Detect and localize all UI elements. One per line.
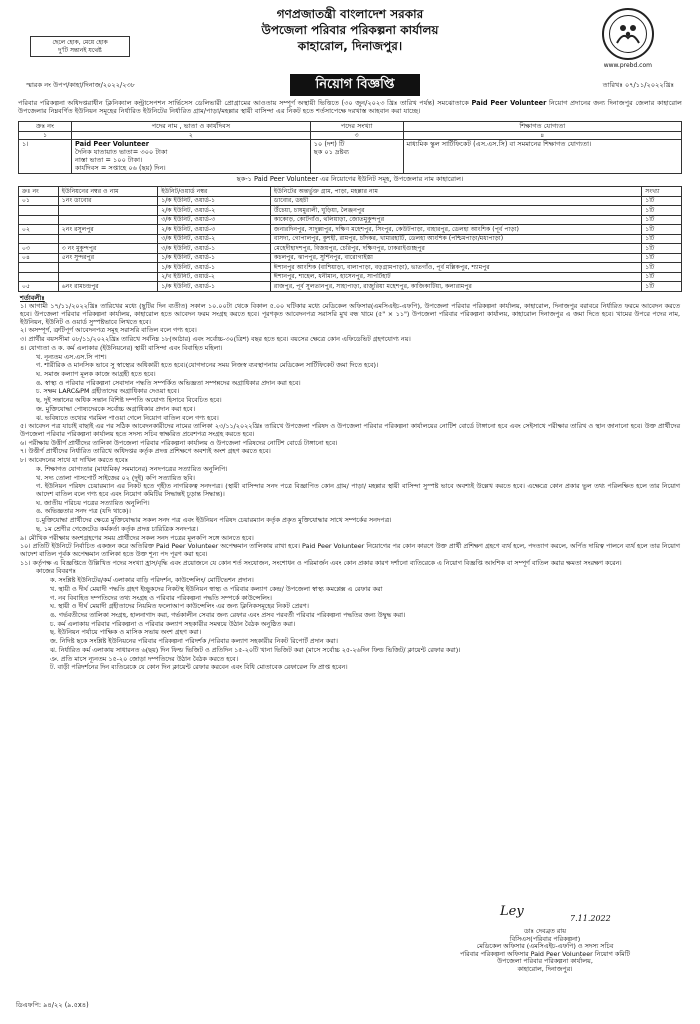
- unit-cell-villages: মেহেদীহাদশপুর, বিজয়পুর, চেরিপুর, দক্ষিণপুর, ঢাকরাইগুচ্ছপুর: [270, 244, 641, 254]
- unit-cell-villages: কচলপুর, ঝাপপুর, সুর্শিনপুর, বারোগাইস্তা: [270, 253, 641, 263]
- unit-row: [19, 253, 682, 263]
- unit-table: [18, 186, 682, 292]
- condition-item: ১০। প্রতিটি ইউনিটে নির্বাচিত একজন করে অতিরিক্ত Paid Peer Volunteer অপেক্ষমান তালিকায় রাখা হবে। Paid Peer Volunteer নিয়োগের পর কোন কারণে উক্ত প্রার্থী প্রশিক্ষণ গ্রহণে ব্যর্থ হলে, পদত্যাগ করলে, অর্পিত দায়িত্ব পালনে ব্যর্থ হলে তার নিয়োগ আদেশ বাতিল পূর্বক অপেক্ষমান তালিকা হতে উক্ত শূন্য পদ পূরণ করা হবে।: [20, 542, 680, 558]
- unit-cell-sl: ০২: [19, 225, 59, 235]
- unit-cell-count: ১টি: [642, 272, 682, 282]
- condition-item: ৩। প্রার্থীর বয়সসীমা ০৮/১১/২০২২খ্রিঃ তারিখে সর্বনিম্ন ১৮(আঠার) এবং সর্বোচ্চ-৩০(ত্রিশ) বছর হতে হবে। বয়সের ক্ষেত্রে কোন এফিডেভিট গ্রহণযোগ্য নয়।: [20, 335, 411, 344]
- document-subitem: গ. ইউনিয়ন পরিষদ চেয়ারম্যান এর নিকট হতে গৃহীত নাগরিকত্ব সনদপত্র। (স্থায়ী বাসিন্দার সনদ পত্রে বিজ্ঞাপিত কোন গ্রাম/ পাড়া/ মহল্লার স্থায়ী বাসিন্দা সুস্পষ্ট ভাবে অবশ্যই উল্লেখ করতে হবে। এক্ষেত্রে কোন প্রকার ভুল তথ্য পরিলক্ষিত হলে তার নিয়োগ আদেশ বাতিল বলে গণ্য হবে এবং নিয়োগ কমিটির সিদ্ধান্তই চূড়ান্ত সিদ্ধান্ত)।: [36, 482, 680, 498]
- post-table-colnum: ১: [19, 132, 72, 140]
- signature-script: Ley: [500, 904, 524, 919]
- qualification-subitem: ঙ. স্বাস্থ্য ও পরিবার পরিকল্পনা সেবাদান পদ্ধতি সম্পর্কিত অভিজ্ঞতা সম্পন্নদের অগ্রাধিকার প্রদান করা হবে।: [36, 378, 301, 387]
- signer-designation3: পরিবার পরিকল্পনা অফিসার Paid Peer Volunteer নিয়োগ কমিটি: [459, 949, 631, 958]
- unit-cell-villages: ঈশানপুর, শাহেল, ধনীমান, হাসেনপুর, সাপটিহাট: [270, 272, 641, 282]
- unit-cell-unit: ২/ক ইউনিট, ওয়ার্ড-৩: [158, 225, 271, 235]
- conditions-title: শর্তাবলীঃ: [20, 293, 45, 302]
- qualification-subitem: ছ. দুই সন্তানের অধিক সন্তান বিশিষ্ট দম্পতি অযোগ্য হিসাবে বিবেচিত হবে।: [36, 396, 222, 405]
- unit-cell-union: ৫নং সুন্দরপুর: [58, 253, 157, 263]
- unit-cell-unit: ৩/ক ইউনিট, ওয়ার্ড-১: [158, 244, 271, 254]
- qualification-subitem-list: [20, 354, 680, 423]
- unit-cell-villages: ডাবোর, ডহচী: [270, 196, 641, 206]
- post-table: [18, 121, 682, 175]
- qualification-subitem: খ. নূন্যতম এস.এস.সি পাশ।: [36, 352, 107, 361]
- unit-cell-union: ২নং রসুলপুর: [58, 225, 157, 235]
- unit-cell-sl: [19, 234, 59, 244]
- duties-title: কাজের বিবরণঃ: [36, 567, 76, 576]
- post-table-header: পদের নাম , ভাতা ও কার্যদিবস: [72, 121, 311, 132]
- unit-cell-villages: উঁচেয়া, চাষমুরালী, ঘুড়িয়া, লৈঞ্জনপুর: [270, 206, 641, 216]
- intro-text-b: নিয়োগ প্রদানের জন্য দিনাজপুর জেলার কাহারোল উপজেলার নিম্নবর্ণিত ইউনিয়ন সমূহের নির্ধারিত ইউনিটের নির্ধারিত গ্রাম/পাড়া/মহল্লার স্থায়ী বাসিন্দা এর নিকট হতে শর্তসাপেক্ষে দরখাস্ত আহবান করা যাচ্ছে।: [18, 99, 682, 115]
- signer-name: ডাঃ দেবব্রত রায়: [523, 927, 566, 935]
- condition-item: ৮। আবেদনের সাথে যা দাখিল করতে হবেঃ: [20, 456, 129, 465]
- condition-item: ৯। মৌখিক পরীক্ষায় অংশগ্রহণের সময় প্রার্থীদের সকল সনদ পত্রের মূলকপি সঙ্গে আনতে হবে।: [20, 533, 254, 542]
- unit-table-header: ইউনিটের অন্তর্ভুক্ত গ্রাম, পাড়া, মহল্লার নাম: [270, 187, 641, 197]
- post-table-colnum: ৩: [310, 132, 403, 140]
- signer-designation1: বিসিএস(পরিবার পরিকল্পনা): [509, 934, 581, 943]
- unit-cell-count: ১টি: [642, 244, 682, 254]
- condition-item: ৭। উত্তীর্ণ প্রার্থীদের নির্ধারিত তারিখে অধিদপ্তর কর্তৃক প্রদত্ত প্রশিক্ষণে অবশ্যই অংশ গ্রহণ করতে হবে।: [20, 447, 271, 456]
- unit-cell-sl: ০৪: [19, 253, 59, 263]
- footer-code: ডিএফপি: ৯৪/২২ (৯.৫x৪): [16, 1001, 89, 1009]
- post-name: Paid Peer Volunteer: [75, 140, 150, 149]
- document-subitem-list: [20, 466, 680, 534]
- unit-cell-union: [58, 272, 157, 282]
- document-subitem: ছ. ১ম শ্রেণীর গেজেটেড কর্মকর্তা কর্তৃক প্রদত্ত চারিত্রিক সনদপত্র।: [36, 524, 199, 533]
- unit-row: [19, 225, 682, 235]
- unit-table-header: ক্রঃ নং: [19, 187, 59, 197]
- header-line2: উপজেলা পরিবার পরিকল্পনা কার্যালয়: [261, 23, 439, 38]
- post-count-extra: ছক ০১ দ্রষ্টব্য: [313, 148, 349, 157]
- qualification-subitem: ঘ. সমাজ কল্যাণ মূলক কাজে আগ্রহী হতে হবে।: [36, 369, 156, 378]
- duty-item: ঞ. প্রতি মাসে ন্যূনতম ১৫-২০ জোড়া দম্পতিদের উঠান বৈঠক করতে হবে।: [50, 654, 239, 663]
- qualification-subitem: গ. শারীরিক ও মানসিক ভাবে সু স্বাস্থ্যের অধিকারী হতে হবে।(যোগদানের সময় নিজস্ব ব্যবস্থাপনায় মেডিকেল সার্টিফিকেট জমা দিতে হবে)।: [36, 361, 379, 370]
- condition-item: ৪। যোগ্যতা ও ক. কর্ম এলাকার (ইউনিয়নের) স্থায়ী বাসিন্দা এবং বিবাহিত মহিলা।: [20, 343, 223, 352]
- document-subitem: খ. সদ্য তোলা পাসপোর্ট সাইজের ০২ (দুই) কপি সত্যায়িত ছবি।: [36, 473, 195, 482]
- unit-cell-union: [58, 215, 157, 225]
- unit-cell-sl: [19, 263, 59, 273]
- post-table-colnum: ৪: [403, 132, 681, 140]
- unit-cell-villages: কাকোড়, কোটগাঁও, থলিয়াড়া, জোতমুকুন্দপুর: [270, 215, 641, 225]
- duty-item: জ. নিদিষ্ট ছকে সংশ্লিষ্ট ইউনিয়নের পরিবার পরিকল্পনা পরিদর্শক /পরিবার কল্যাণ সহকারীর নিকট রিপোর্ট প্রদান করা।: [50, 637, 338, 646]
- unit-cell-villages: জনারদিনপুর, সাদুল্লাপুর, দক্ষিণ মহেশপুর, সিংপুর, কেউটপাড়া, বাহারপুর, ডেলহা আংশিক (পূর্ব পাড়া): [270, 225, 641, 235]
- signer-office: উপজেলা পরিবার পরিকল্পনা কার্যালয়,: [497, 957, 593, 966]
- duty-item-list: [20, 577, 680, 672]
- post-sl: ১।: [19, 140, 72, 174]
- slogan-line2: দু'টি সন্তানই যথেষ্ট: [58, 46, 102, 54]
- duty-item: খ. স্থায়ী ও দীর্ঘ মেয়াদী পদ্ধতি গ্রহণ ইচ্ছুকদের নিকটস্থ ইউনিয়ন স্বাস্থ্য ও পরিবার কল্যাণ কেন্দ্র/ উপজেলা স্বাস্থ্য কমপ্লেক্স এ রেফার করা: [50, 584, 383, 593]
- signature: [430, 902, 660, 928]
- unit-cell-unit: ৩/ক ইউনিট, ওয়ার্ড-২: [158, 234, 271, 244]
- unit-cell-unit: ২/ক ইউনিট, ওয়ার্ড-২: [158, 206, 271, 216]
- unit-cell-sl: ০১: [19, 196, 59, 206]
- condition-item-list: [20, 535, 680, 568]
- condition-item-list: [20, 423, 680, 464]
- header: [10, 6, 690, 76]
- unit-cell-unit: ১/ক ইউনিট, ওয়ার্ড-১: [158, 282, 271, 292]
- post-table-header: পদের সংখ্যা: [310, 121, 403, 132]
- duty-item: গ. নব বিবাহিত দম্পতিদের তথ্য সংগ্রহ ও পরিবার পরিকল্পনা পদ্ধতি সম্পর্কে কাউন্সেলিং।: [50, 593, 272, 602]
- unit-row: [19, 206, 682, 216]
- duty-item: ঝ. নির্ধারিত কর্ম এলাকায় সাধারনত ৬(ছয়) দিন ফিল্ড ভিজিট ও প্রতিদিন ১৫-২০টি খানা ভিজিট করা (মাসে সর্বোচ্চ ২৫-২৬দিন ফিল্ড ভিজিট/ ক্লায়েন্ট রেফার করা)।: [50, 645, 461, 654]
- document-subitem: ক. শিক্ষাগত যোগ্যতার (মাধ্যমিক/ সমমানের) সনদপত্রের সত্যায়িত অনুলিপি।: [36, 464, 228, 473]
- unit-cell-count: ১টি: [642, 225, 682, 235]
- unit-cell-sl: [19, 215, 59, 225]
- unit-cell-count: ১টি: [642, 206, 682, 216]
- unit-table-header: ইউনিট/ওয়ার্ড নম্বর: [158, 187, 271, 197]
- unit-cell-count: ১টি: [642, 253, 682, 263]
- header-line3: কাহারোল, দিনাজপুর।: [297, 39, 403, 54]
- notice-date: তারিখঃ ০৭/১১/২০২২খ্রিঃ: [602, 81, 674, 89]
- slogan-line1: ছেলে হোক, মেয়ে হোক: [52, 39, 108, 46]
- unit-cell-count: ১টি: [642, 215, 682, 225]
- notice-title: নিয়োগ বিজ্ঞপ্তি: [290, 74, 420, 96]
- post-table-header: ক্রঃ নং: [19, 121, 72, 132]
- qualification-subitem: জ. মুক্তিযোদ্ধা পোষ্যদেরকে সর্বোচ্চ অগ্রাধিকার প্রদান করা হবে।: [36, 404, 195, 413]
- unit-cell-sl: ০৫: [19, 282, 59, 292]
- post-count: ১০ (দশ) টি: [313, 140, 345, 149]
- conditions-list: [10, 303, 690, 671]
- intro-text-a: পরিবার পরিকল্পনা অধিদপ্তরাধীন ক্লিনিক্যাল কন্ট্রাসেপশন সার্ভিসেস ডেলিভারী প্রোগ্রামের আওতায় সম্পূর্ণ অস্থায়ী ভিত্তিতে (৩০ জুন/২০২৩ খ্রিঃ তারিখ পর্যন্ত) সমঝোতাকে: [18, 99, 469, 107]
- unit-cell-count: ১টি: [642, 196, 682, 206]
- unit-cell-villages: ঈশানপুর আংশিক (বাশিয়াড়া, বালাপাড়া, বড়গ্রামপাড়া), ভাতগাঁও, পূর্ব মল্লিকপুর, শ্যামপুর: [270, 263, 641, 273]
- unit-table-header: ইউনিয়নের নম্বর ও নাম: [58, 187, 157, 197]
- post-lunch: নাস্তা ভাতা = ১০০ টাকা।: [75, 155, 143, 164]
- unit-cell-unit: ২/খ ইউনিট, ওয়ার্ড-২: [158, 272, 271, 282]
- duty-item: ক. সংশ্লিষ্ট ইউনিটের/কর্ম এলাকার বাড়ি পরিদর্শন, কাউন্সেলিং/ মোটিভেশন প্রদান।: [50, 576, 254, 585]
- intro-bold-term: Paid Peer Volunteer: [471, 99, 547, 107]
- unit-cell-sl: [19, 206, 59, 216]
- website-text: www.prebd.com: [603, 62, 652, 69]
- unit-cell-villages: বাসদা, গোপালপুর, কুশহী, রামপুর, চাঁদকর, খামারহাটি, ডেলহা আংশিক (পশ্চিমপাড়া/মধ্যপাড়া): [270, 234, 641, 244]
- unit-cell-count: ১টি: [642, 234, 682, 244]
- unit-cell-unit: ১/ক ইউনিট, ওয়ার্ড-১: [158, 263, 271, 273]
- document-subitem: ঙ. অভিজ্ঞতার সনদ পত্র (যদি থাকে)।: [36, 507, 131, 516]
- unit-cell-count: ১টি: [642, 282, 682, 292]
- unit-row: [19, 234, 682, 244]
- signer-address: কাহারোল, দিনাজপুর।: [517, 964, 573, 973]
- unit-row: [19, 215, 682, 225]
- unit-cell-unit: ১/ক ইউনিট, ওয়ার্ড-১: [158, 253, 271, 263]
- post-table-colnum: ২: [72, 132, 311, 140]
- unit-cell-union: [58, 206, 157, 216]
- unit-table-caption: ছক-১ Paid Peer Volunteer এর নিয়োগের ইউনিট সমূহ, উপজেলার নাম কাহারোল।: [236, 175, 464, 184]
- intro-paragraph: [10, 98, 690, 118]
- condition-item: ১। আগামী ১৭/১১/২০২২খ্রিঃ তারিখের মধ্যে (ছুটির দিন ব্যতীত) সকাল ১০.০০টা থেকে বিকাল ৫.০০ ঘটিকার মধ্যে মেডিকেল অফিসার(এমসিএইচ-এফপি), উপজেলা পরিবার পরিকল্পনা কার্যালয়, কাহারোল, দিনাজপুর বরাবরে নির্ধারিত ফরমে আবেদন করতে হবে। উপজেলা পরিবার পরিকল্পনা কার্যালয়, কাহারোল হতে আবেদন ফরম সংগ্রহ করতে হবে। পূরণকৃত আবেদনপত্র সরাসরি মুখ বন্ধ খামে (৫" × ১১") উপজেলা পরিবার পরিকল্পনা কার্যালয়, কাহারোল দিনাজপুর এ জমা দিতে হবে। খামের উপরে পদের নাম, ইউনিয়ন, ইউনিট ও ওয়ার্ড সুস্পষ্টভাবে লিখতে হবে।: [20, 302, 680, 326]
- unit-row: [19, 282, 682, 292]
- memo-row: [10, 76, 690, 98]
- header-line1: গণপ্রজাতন্ত্রী বাংলাদেশ সরকার: [276, 7, 424, 21]
- unit-cell-villages: রাজপুর, পূর্ব সুলতানপুর, সাহাপাড়া, রাজুরিয়া মহেশপুর, কাজিকাটিয়া, কলারামপুর: [270, 282, 641, 292]
- unit-cell-union: ১নং ডাবোর: [58, 196, 157, 206]
- slogan-box: [30, 36, 130, 57]
- unit-table-header: সংখ্যা: [642, 187, 682, 197]
- unit-cell-sl: ০৩: [19, 244, 59, 254]
- unit-table-body: [19, 196, 682, 291]
- unit-cell-count: ১টি: [642, 263, 682, 273]
- post-count-cell: [310, 140, 403, 174]
- family-planning-emblem-icon: [602, 8, 654, 60]
- unit-row: [19, 272, 682, 282]
- unit-cell-unit: ৩/ক ইউনিট, ওয়ার্ড-৩: [158, 215, 271, 225]
- unit-cell-union: [58, 263, 157, 273]
- post-workdays: কার্যদিবস = সপ্তাহে ০৬ (ছয়) দিন।: [75, 163, 166, 172]
- signer-designation2: মেডিকেল অফিসার (এমসিএইচ-এফপি) ও সদস্য সচিব: [476, 942, 614, 951]
- document-subitem: ঘ. জাতীয় পরিচয় পত্রের সত্যায়িত অনুলিপি।: [36, 498, 150, 507]
- signature-block: [430, 902, 660, 973]
- unit-cell-sl: [19, 272, 59, 282]
- document-subitem: চ.মুক্তিযোদ্ধা প্রার্থীদের ক্ষেত্রে মুক্তিযোদ্ধার সকল সনদ পত্র এবং ইউনিয়ন পরিষদ চেয়ারম্যান কর্তৃক প্রকৃত মুক্তিযোদ্ধার সাথে সম্পর্কের সনদপত্র।: [36, 516, 392, 525]
- post-allowance: দৈনিক যাতায়াত ভাতা= ৩০০ টাকা: [75, 148, 168, 157]
- qualification-subitem: চ. সক্ষম LARC&PM গ্রহীতাদের অগ্রাধিকার দেওয়া হবে।: [36, 387, 180, 396]
- unit-row: [19, 244, 682, 254]
- condition-item: ৬। পরীক্ষায় উত্তীর্ণ প্রার্থীদের তালিকা উপজেলা পরিবার পরিকল্পনা কার্যালয় ও উপজেলা পরিষদের নোটিশ বোর্ডে টাঙ্গানো হবে।: [20, 438, 338, 447]
- unit-cell-union: [58, 234, 157, 244]
- unit-cell-union: ৬নং রামচন্দ্রপুর: [58, 282, 157, 292]
- condition-item-list: [20, 303, 680, 352]
- condition-item: ৫। আবেদন পত্র যাচাই বাছাই এর পর সঠিক আবেদনকারীদের নামের তালিকা ২৩/১১/২০২২খ্রিঃ তারিখে উপজেলা পরিষদ ও উপজেলা পরিবার পরিকল্পনা কার্যালয়ের নোটিশ বোর্ডে টাঙ্গানো হবে এবং সেইসাথে পরীক্ষার তারিখ ও স্থান জানানো হবে। উক্ত প্রার্থীদের উপজেলা পরিবার পরিকল্পনা কার্যালয় হতে সদস্য সচিব স্বাক্ষরিত প্রবেশপত্র সংগ্রহ করতে হবে।: [20, 422, 680, 438]
- duty-item: ছ. ইউনিয়ন পর্যায়ে পাক্ষিক ও মাসিক সভায় অংশ গ্রহণ করা।: [50, 628, 202, 637]
- condition-item: ২। অসম্পূর্ণ, ত্রুটিপূর্ণ আবেদনপত্র সমূহ সরাসরি বাতিল বলে গণ্য হবে।: [20, 326, 197, 335]
- post-table-header: শিক্ষাগত যোগ্যতা: [403, 121, 681, 132]
- unit-cell-unit: ১/ক ইউনিট, ওয়ার্ড-১: [158, 196, 271, 206]
- duty-item: ঙ. গর্ভবতীদের তালিকা সংগ্রহ, হালনাগাদ করা, গর্ভকালীন সেবার জন্য রেফার এবং প্রসব পরবর্তী পরিবার পরিকল্পনা পদ্ধতির জন্য উদ্বুদ্ধ করা।: [50, 610, 406, 619]
- unit-row: [19, 263, 682, 273]
- unit-cell-union: ৩ নং মুকুন্দপুর: [58, 244, 157, 254]
- memo-number: স্মারক নং উপপ/কাহা/দিনাজ/২০২২/২৩৮: [26, 81, 136, 89]
- condition-item: ১১। কর্তৃপক্ষ এ বিজ্ঞপ্তিতে উল্লিখিত পদের সংখ্যা হ্রাস/বৃদ্ধি এবং প্রয়োজনে যে কোন শর্ত সংযোজন, সংশোধন ও পরিমার্জন এবং কোন প্রকার কারণ দর্শানো ব্যতিরেকে এ নিয়োগ বিজ্ঞপ্তি আংশিক বা সম্পূর্ণ বাতিল করার ক্ষমতা সংরক্ষণ করেন।: [20, 558, 622, 567]
- post-details: [72, 140, 311, 174]
- duty-item: ঘ. স্থায়ী ও দীর্ঘ মেয়াদী গ্রহীতাদের নিয়মিত ফলোআপ কাউন্সেলিং এর জন্য ক্লিনিকসমূহের নিকট প্রেরণ।: [50, 602, 309, 611]
- duty-item: চ. কর্ম এলাকায় পরিবার পরিকল্পনা ও পরিবার কল্যাণ সহকারীর সমন্বয়ে উঠান বৈঠক অনুষ্ঠিত করা।: [50, 619, 296, 628]
- signature-date: 7.11.2022: [570, 914, 611, 923]
- qualification-subitem: ঝ. ভবিষ্যতে তথ্যের গরমিল পাওয়া গেলে নিয়োগ বাতিল বলে গণ্য হবে।: [36, 413, 219, 422]
- duty-item: ট. বাড়ী পরিদর্শনের দিন ব্যতিরেকে যে কোন দিন ক্লায়েন্ট রেফার করবেন এবং বিধি মোতাবেক রেফারেল ফি প্রাপ্ত হবেন।: [50, 663, 348, 672]
- post-qualification: মাধ্যমিক স্কুল সার্টিফিকেট (এস.এস.সি) বা সমমানের শিক্ষাগত যোগ্যতা।: [403, 140, 681, 174]
- unit-row: [19, 196, 682, 206]
